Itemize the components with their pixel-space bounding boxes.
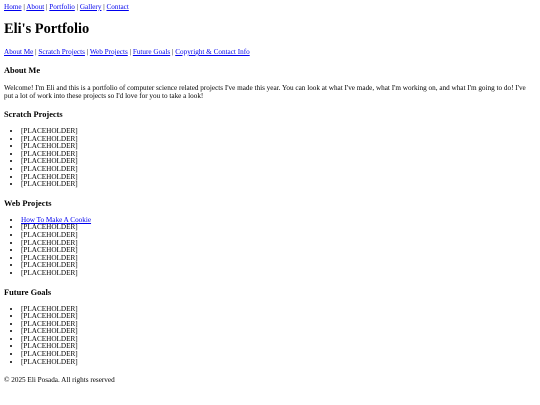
nav-separator: | [46,3,48,11]
list-item: • [PLACEHOLDER] [21,158,536,166]
nav-separator: | [23,3,25,11]
list-item: • [PLACEHOLDER] [21,321,536,329]
section-nav-separator: | [35,48,37,56]
list-item: • [PLACEHOLDER] [21,343,536,351]
web-projects-heading: Web Projects [4,198,52,208]
section-link-future-goals[interactable]: Future Goals [132,48,171,56]
section-link-about-me[interactable]: About Me [4,48,34,56]
nav-link-home[interactable]: Home [4,3,22,11]
scratch-projects-heading: Scratch Projects [4,110,63,119]
about-section [4,66,536,100]
about-text: Welcome! I'm Eli and this is a portfolio of computer science related projects I've made this year. You can look at what I've made, what I'm working on, and what I'm going to do! I've put a lot of work into these projects so I'd love for you to take a look! [4,84,526,100]
section-link-copyright-contact[interactable]: Copyright & Contact Info [175,48,250,56]
section-link-web-projects[interactable]: Web Projects [89,48,128,56]
nav-separator: | [103,3,105,11]
section-nav-separator: | [86,48,89,56]
section-nav-separator: | [129,48,132,56]
list-item: • [PLACEHOLDER] [21,247,536,255]
list-item: • [PLACEHOLDER] [21,351,536,359]
list-item: • [PLACEHOLDER] [21,166,536,174]
section-link-scratch-projects[interactable]: Scratch Projects [38,48,85,56]
list-item: • [PLACEHOLDER] [21,328,536,336]
list-item: • [PLACEHOLDER] [21,174,536,182]
list-item: • [PLACEHOLDER] [21,313,536,321]
list-item: • [PLACEHOLDER] [21,336,536,344]
list-item: • [PLACEHOLDER] [21,232,536,240]
web-projects-list [4,217,536,278]
list-item: • [PLACEHOLDER] [21,270,536,278]
list-item: • [PLACEHOLDER] [21,240,536,248]
about-heading: About Me [4,66,41,75]
list-item: • [PLACEHOLDER] [21,262,536,270]
list-item: • [PLACEHOLDER] [21,359,536,367]
list-item: • [PLACEHOLDER] [21,181,536,189]
future-goals-list [4,306,536,367]
list-item: • [PLACEHOLDER] [21,224,536,232]
nav-link-gallery[interactable]: Gallery [79,3,102,11]
scratch-projects-list [4,128,536,189]
list-item: • [PLACEHOLDER] [21,255,536,263]
list-item: • [PLACEHOLDER] [21,143,536,151]
section-nav [4,48,536,57]
top-nav [4,3,536,12]
list-item: • [PLACEHOLDER] [21,151,536,159]
scratch-projects-section [4,110,536,189]
list-item: • [PLACEHOLDER] [21,136,536,144]
page-title: Eli's Portfolio [4,21,90,37]
section-nav-separator: | [171,48,174,56]
cookie-project-link[interactable]: How To Make A Cookie [21,215,92,224]
list-item: • [PLACEHOLDER] [21,128,536,136]
web-projects-section [4,199,536,278]
copyright-text: © 2025 Eli Posada. All rights reserved [4,376,115,385]
nav-separator: | [76,3,79,11]
future-goals-section [4,288,536,367]
list-item: • [PLACEHOLDER] [21,306,536,314]
nav-link-about[interactable]: About [26,3,45,11]
list-item [21,217,536,225]
nav-link-portfolio[interactable]: Portfolio [49,3,75,11]
future-goals-heading: Future Goals [4,287,52,297]
footer [4,376,536,384]
nav-link-contact[interactable]: Contact [106,3,129,11]
